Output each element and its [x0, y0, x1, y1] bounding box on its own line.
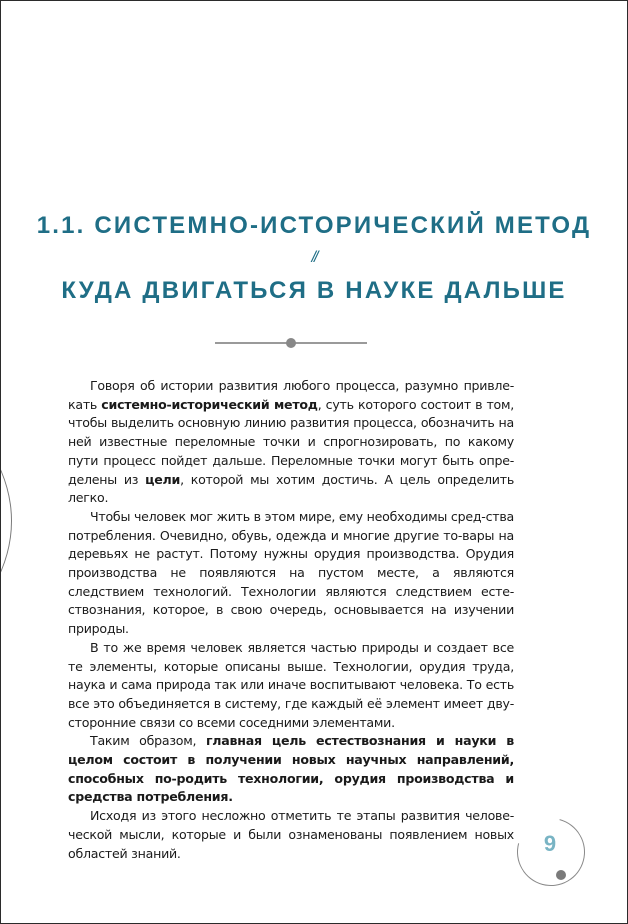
paragraph-4-text-a: Таким образом,	[90, 733, 206, 749]
decorative-arc	[0, 351, 12, 691]
section-subtitle: КУДА ДВИГАТЬСЯ В НАУКЕ ДАЛЬШЕ	[61, 277, 567, 304]
page-number-badge	[507, 811, 587, 891]
section-title: 1.1. СИСТЕМНО-ИСТОРИЧЕСКИЙ МЕТОД	[36, 212, 592, 239]
paragraph-4	[68, 732, 514, 807]
paragraph-3: В то же время человек является частью природы и создает все те элементы, которые описаны выше. Технологии, орудия труда, наука и сама природа так или иначе воспитывают человека. То есть все это объединяется в систему, где каждый её элемент имеет дву-сторонние связи со всеми соседними элементами.	[68, 639, 514, 730]
body-text	[68, 377, 514, 863]
paragraph-1-text-a: Говоря об истории развития любого процесса, разумно привле-кать	[68, 378, 514, 412]
title-separator: //	[311, 249, 317, 266]
paragraph-1	[68, 377, 514, 508]
term-goal: цели	[145, 471, 181, 487]
divider-dot	[286, 338, 296, 348]
ornamental-divider	[215, 338, 367, 348]
page-number-dot	[556, 870, 566, 880]
term-system-historical-method: системно-исторический метод	[101, 396, 318, 412]
paragraph-1-text-b: , суть которого состоит в том, чтобы выделить основную линию развития процесса, обозначить на ней известные переломные точки и спрогнозировать, по какому пути процесс пойдет дальше. Переломные точки могут быть опре-делены из	[68, 396, 514, 487]
page-number: 9	[543, 831, 557, 856]
paragraph-5: Исходя из этого несложно отметить те этапы развития челове-ческой мысли, которые и были ознаменованы появлением новых областей знаний.	[68, 808, 514, 861]
main-goal-statement: главная цель естествознания и науки в целом состоит в получении новых научных направлений, способных по-родить технологии, орудия производства и средства потребления.	[68, 733, 514, 805]
paragraph-2: Чтобы человек мог жить в этом мире, ему необходимы сред-ства потребления. Очевидно, обувь, одежда и многие другие то-вары на деревьях не растут. Потому нужны орудия производства. Орудия производства не появляются на пустом месте, а являются следствием технологий. Технологии являются следствием есте-ствознания, которое, в свою очередь, основывается на изучении природы.	[68, 508, 514, 637]
paragraph-1-text-c: , которой мы хотим достичь. А цель определить легко.	[68, 471, 514, 506]
